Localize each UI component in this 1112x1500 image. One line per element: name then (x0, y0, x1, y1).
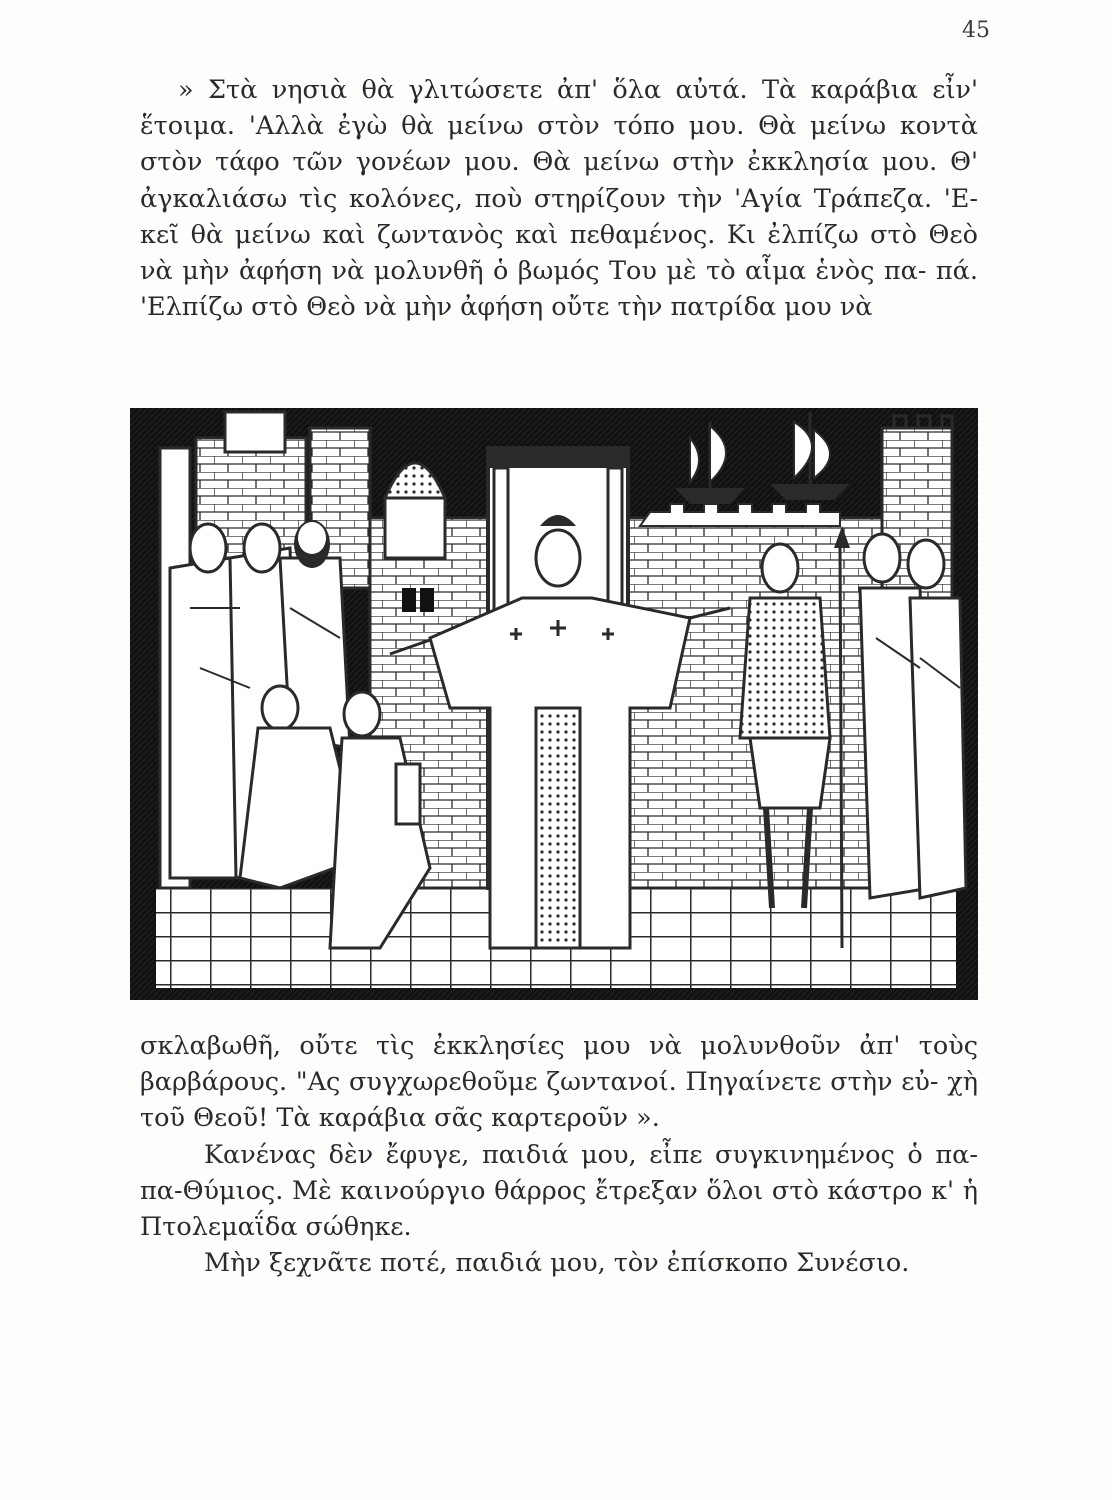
paragraph-2: Κανένας δὲν ἔφυγε, παιδιά μου, εἶπε συγκινημένος ὁ πα- πα-Θύμιος. Μὲ καινούργιο θάρρος ἔτρεξαν ὅλοι στὸ κάστρο κ' ἡ Πτολεμαΐδα σώθηκε. (140, 1139, 978, 1243)
continuation-paragraph: σκλαβωθῆ, οὔτε τὶς ἐκκλησίες μου νὰ μολυνθοῦν ἀπ' τοὺς βαρβάρους. "Ας συγχωρεθοῦμε ζωντανοί. Πηγαίνετε στὴν εὐ- χὴ τοῦ Θεοῦ! Τὰ καράβια σᾶς καρτεροῦν ». (140, 1031, 978, 1134)
paragraph-3: Μὴν ξεχνᾶτε ποτέ, παιδιά μου, τὸν ἐπίσκοπο Συνέσιο. (204, 1248, 910, 1279)
top-paragraph: » Στὰ νησιὰ θὰ γλιτώσετε ἀπ' ὅλα αὐτά. Τὰ καράβια εἶν' ἕτοιμα. 'Αλλὰ ἐγὼ θὰ μείνω στὸν τόπο μου. Θὰ μείνω κοντὰ στὸν τάφο τῶν γονέων μου. Θὰ μείνω στὴν ἐκκλησία μου. Θ' ἀγκαλιάσω τὶς κολόνες, ποὺ στηρίζουν τὴν 'Αγία Τράπεζα. 'Ε- κεῖ θὰ μείνω καὶ ζωντανὸς καὶ πεθαμένος. Κι ἐλπίζω στὸ Θεὸ νὰ μὴν ἀφήση νὰ μολυνθῆ ὁ βωμός Του μὲ τὸ αἷμα ἑνὸς πα- πά. 'Ελπίζω στὸ Θεὸ νὰ μὴν ἀφήση οὔτε τὴν πατρίδα μου νὰ (140, 75, 978, 323)
bottom-text-block (140, 1028, 978, 1281)
top-text-block (140, 72, 978, 325)
woodcut-illustration (130, 408, 978, 1000)
domed-church (385, 498, 445, 558)
page-number: 45 (962, 18, 990, 43)
